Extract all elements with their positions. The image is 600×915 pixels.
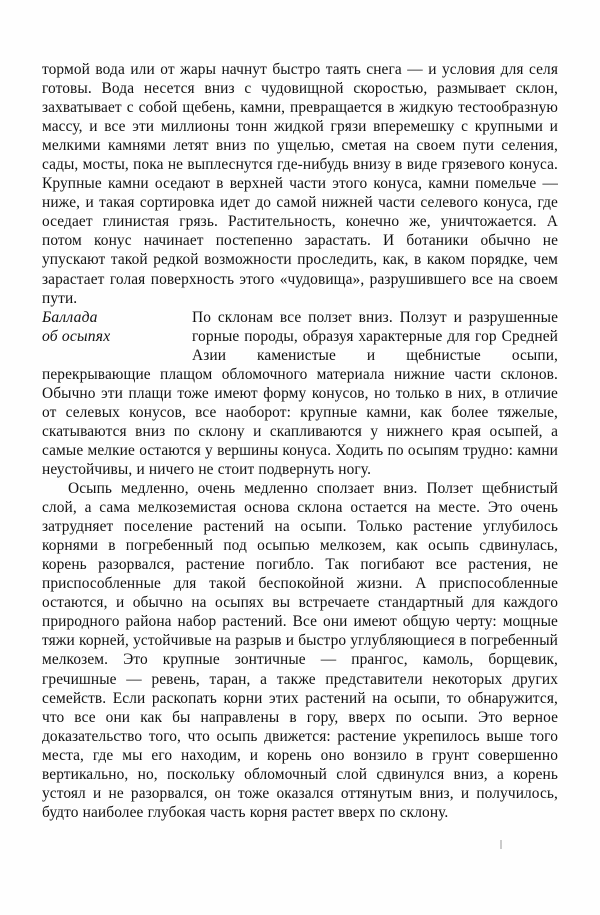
scan-artifact-mark (500, 840, 502, 849)
body-paragraph-1: тормой вода или от жары начнут быстро таять снега — и условия для селя готовы. Вода несется вниз с чудовищной скоростью, размывает склон, захватывает с собой щебень, камни, превращается в жидкую тестообразную массу, и все эти миллионы тонн жидкой грязи вперемешку с крупными и мелкими камнями летят вниз по ущелью, сметая на своем пути селения, сады, мосты, пока не выплеснутся где-нибудь внизу в виде грязевого конуса. Крупные камни оседают в верхней части этого конуса, камни помельче — ниже, и такая сортировка идет до самой нижней части селевого конуса, где оседает глинистая грязь. Растительность, конечно же, уничтожается. А потом конус начинает постепенно зарастать. И ботаники обычно не упускают такой редкой возможности проследить, как, в каком порядке, чем зарастает голая поверхность этого «чудовища», разрушившего все на своем пути. (42, 61, 558, 307)
section-heading-ballad (42, 308, 192, 348)
section-heading-line-1: Баллада (42, 308, 98, 326)
section-heading-line-2: об осыпях (42, 327, 111, 345)
text-column (42, 60, 558, 822)
body-paragraph-2: По склонам все ползет вниз. Ползут и разрушенные горные породы, образуя характерные для гор Средней Азии каменистые и щебнистые осыпи, перекрывающие плащом обломочного материала нижние части склонов. Обычно эти плащи тоже имеют форму конусов, но только в них, в отличие от селевых конусов, все наоборот: крупные камни, как более тяжелые, скатываются вниз по склону и скапливаются у нижнего края осыпей, а самые мелкие остаются у вершины конуса. Ходить по осыпям трудно: камни неустойчивы, и ничего не стоит подвернуть ногу. (42, 308, 558, 478)
body-paragraph-3: Осыпь медленно, очень медленно сползает вниз. Ползет щебнистый слой, а сама мелкоземистая основа склона остается на месте. Это очень затрудняет поселение растений на осыпи. Только растение углубилось корнями в погребенный под осыпью мелкозем, как осыпь сдвинулась, корень разорвался, растение погибло. Так погибают все растения, не приспособленные для такой беспокойной жизни. А приспособленные остаются, и обычно на осыпях вы встречаете стандартный для каждого природного района набор растений. Все они имеют общую черту: мощные тяжи корней, устойчивые на разрыв и быстро углубляющиеся в погребенный мелкозем. Это крупные зонтичные — прангос, камоль, борщевик, гречишные — ревень, таран, а также представители некоторых других семейств. Если раскопать корни этих растений на осыпи, то обнаружится, что все они как бы направлены в гору, вверх по осыпи. Это верное доказательство того, что осыпь движется: растение укрепилось выше того места, где мы его находим, и корень оно вонзило в грунт совершенно вертикально, но, поскольку обломочный слой сдвинулся вниз, а корень устоял и не разорвался, он тоже оказался оттянутым вниз, и получилось, будто наиболее глубокая часть корня растет вверх по склону. (42, 480, 558, 821)
